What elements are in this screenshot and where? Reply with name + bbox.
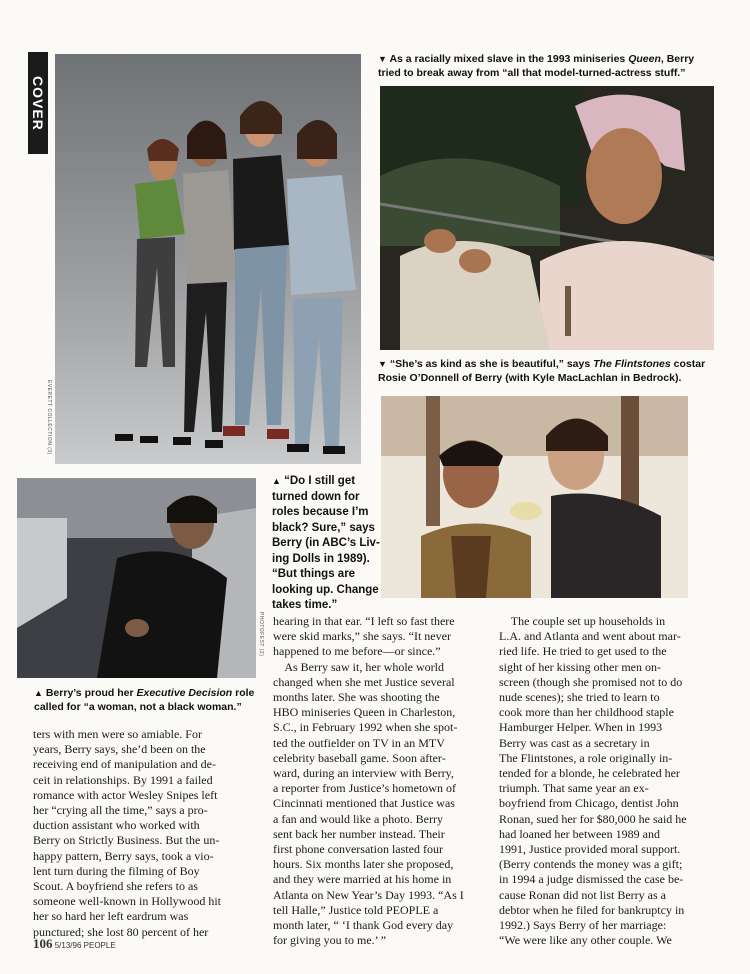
body-line: Berry on Strictly Business. But the un-: [33, 833, 220, 848]
body-line: happy pattern, Berry says, took a vio-: [33, 848, 214, 863]
caption-text: role called for “a woman, not a black woman.”: [34, 687, 255, 713]
body-line: (Berry contends the money was a gift;: [499, 857, 683, 872]
body-line: lent turn during the filming of Boy: [33, 863, 200, 878]
body-line: and they were married at his home in: [273, 872, 452, 887]
caption-line: ing Dolls in 1989).: [272, 552, 370, 565]
caption-queen: [378, 52, 718, 80]
body-line: a reporter from Justice’s hometown of: [273, 781, 456, 796]
caption-text: “She’s as kind as she is beautiful,” says: [389, 358, 594, 370]
body-column-3: [499, 614, 731, 948]
caption-title: Queen: [628, 53, 661, 65]
caption-living-dolls: [272, 474, 382, 614]
body-line: “We were like any other couple. We: [499, 933, 672, 948]
body-line: hearing in that ear. “I left so fast there: [273, 614, 455, 628]
caption-line: “But things are: [272, 568, 356, 580]
body-line: Atlanta on New Year’s Day 1993. “As I: [273, 887, 464, 902]
group-photo: [55, 54, 361, 464]
body-line: years, Berry says, she’d been on the: [33, 742, 206, 757]
caption-line: ▲ “Do I still get: [272, 475, 356, 487]
body-line: were skid marks,” she says. “It never: [273, 629, 451, 644]
photo-credit-group: EVERETT COLLECTION (3): [46, 380, 52, 455]
executive-decision-photo: [17, 478, 256, 678]
body-column-1: [33, 727, 265, 940]
caption-text: , Berry tried to break away from “all that model-turned-actress stuff.”: [378, 53, 695, 79]
body-line: Hamburger Helper. When in 1993: [499, 720, 663, 735]
body-line: S.C., in February 1992 when she spot-: [273, 720, 458, 735]
caption-marker: ▼: [378, 359, 387, 369]
body-line: Ronan, sued her for $80,000 he said he: [499, 811, 687, 826]
section-tab: COVER: [28, 52, 48, 154]
caption-title: Executive Decision: [136, 687, 233, 699]
body-line: month later, “ ‘I thank God every day: [273, 918, 454, 933]
body-line: As Berry saw it, her whole world: [273, 659, 444, 674]
caption-line: takes time.”: [272, 599, 338, 611]
body-line: triumph. That same year an ex-: [499, 781, 649, 796]
flintstones-photo: [381, 396, 688, 598]
photo-credit-plane: PHOTOFEST (2): [258, 612, 264, 657]
body-line: screen (though she promised not to do: [499, 674, 683, 689]
page-folio: [33, 936, 116, 952]
body-line: changed when she met Justice several: [273, 674, 455, 689]
body-line: receiving end of manipulation and de-: [33, 757, 216, 772]
body-line: first phone conversation lasted four: [273, 842, 443, 857]
body-line: duction assistant who worked with: [33, 818, 200, 833]
body-line: The Flintstones, a role originally in-: [499, 750, 673, 765]
body-line: boyfriend from Chicago, dentist John: [499, 796, 679, 811]
caption-line: looking up. Change: [272, 583, 379, 596]
caption-flintstones: [378, 357, 714, 385]
body-line: had loaned her between 1989 and: [499, 826, 660, 841]
caption-text: Berry’s proud her: [45, 687, 137, 699]
issue-line: 5/13/96 PEOPLE: [54, 941, 116, 950]
caption-line: Berry (in ABC’s Liv-: [272, 537, 380, 549]
caption-marker: ▼: [378, 54, 387, 64]
caption-text: As a racially mixed slave in the 1993 miniseries: [389, 53, 629, 65]
body-line: celebrity baseball game. Soon after-: [273, 750, 446, 765]
body-line: tell Halle,” Justice told PEOPLE a: [273, 902, 439, 917]
body-line: sent back her number instead. Their: [273, 826, 445, 841]
body-line: happened to me before—or since.”: [273, 644, 441, 659]
body-line: hours. Six months later she proposed,: [273, 857, 454, 872]
body-line: ward, during an interview with Berry,: [273, 766, 454, 781]
caption-title: The Flintstones: [593, 358, 671, 370]
body-line: 1991, Justice provided moral support.: [499, 842, 681, 857]
body-line: cause Ronan did not list Berry as a: [499, 887, 666, 902]
body-line: tended for a blonde, he celebrated her: [499, 766, 680, 781]
body-line: L.A. and Atlanta and went about mar-: [499, 629, 681, 644]
body-line: ceit in relationships. By 1991 a failed: [33, 772, 213, 787]
body-line: ried life. He tried to get used to the: [499, 644, 667, 659]
caption-line: roles because I’m: [272, 506, 369, 518]
body-line: her so hard her left eardrum was: [33, 909, 189, 924]
caption-marker: ▲: [34, 688, 43, 698]
body-line: Berry was cast as a secretary in: [499, 735, 650, 750]
body-line: HBO miniseries Queen in Charleston,: [273, 705, 456, 720]
caption-executive: [34, 686, 259, 714]
caption-text: costar Rosie O’Donnell of Berry (with Kyle MacLachlan in Bedrock).: [378, 358, 706, 384]
body-column-2: [273, 614, 495, 948]
body-line: The couple set up households in: [499, 614, 666, 628]
body-line: ters with men were so amiable. For: [33, 727, 202, 741]
body-line: punctured; she lost 80 percent of her: [33, 924, 209, 939]
body-line: debtor when he filed for bankruptcy in: [499, 902, 685, 917]
body-line: someone well-known in Hollywood hit: [33, 894, 221, 909]
page-number: 106: [33, 936, 53, 951]
body-line: cook more than her childhood staple: [499, 705, 674, 720]
caption-line: turned down for: [272, 490, 360, 503]
body-line: in 1994 a judge dismissed the case be-: [499, 872, 684, 887]
caption-line: black? Sure,” says: [272, 521, 375, 534]
body-line: sight of her kissing other men on-: [499, 659, 661, 674]
body-line: ted the outfielder on TV in an MTV: [273, 735, 445, 750]
queen-photo: [380, 86, 714, 350]
body-line: nude scenes); she tried to learn to: [499, 690, 660, 705]
body-line: for giving you to me.’ ”: [273, 933, 387, 948]
body-line: Scout. A boyfriend she refers to as: [33, 879, 198, 894]
body-line: romance with actor Wesley Snipes left: [33, 787, 218, 802]
body-line: 1992.) Says Berry of her marriage:: [499, 918, 667, 933]
body-line: a fan and would like a photo. Berry: [273, 811, 443, 826]
body-line: her “crying all the time,” says a pro-: [33, 803, 208, 818]
body-line: Cincinnati mentioned that Justice was: [273, 796, 455, 811]
body-line: months later. She was shooting the: [273, 690, 440, 705]
